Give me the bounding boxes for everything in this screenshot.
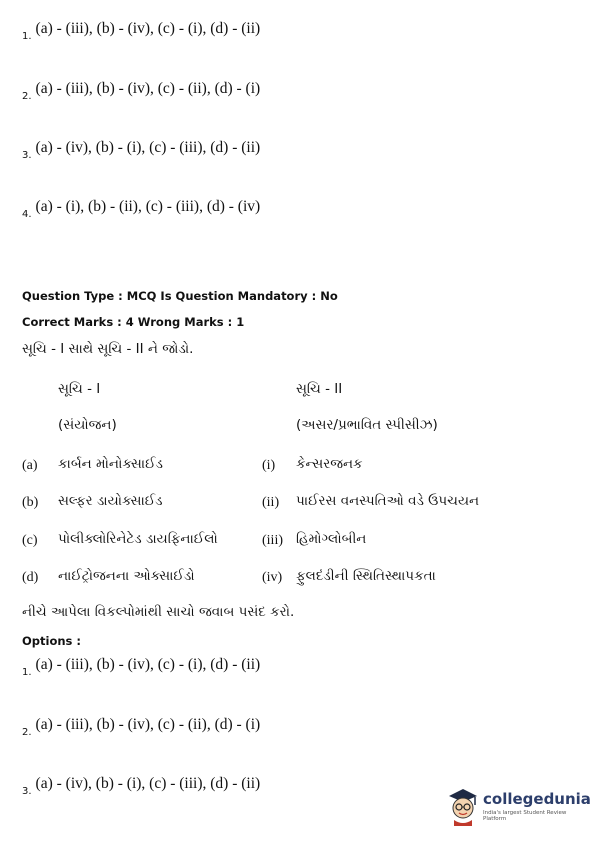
- row-right-text: પાઈરસ વનસ્પતિઓ વડે ઉપચયન: [296, 493, 480, 509]
- row-left-text: કાર્બન મોનોક્સાઈડ: [58, 456, 163, 472]
- row-left-text: નાઈટ્રોજનના ઓક્સાઈડો: [58, 568, 195, 584]
- option-number: 1.: [22, 31, 32, 42]
- option-text: (a) - (iii), (b) - (iv), (c) - (ii), (d) - (i): [35, 716, 261, 733]
- question-prompt: સૂચિ - I સાથે સૂચિ - II ને જોડો.: [22, 341, 194, 357]
- row-left-text: પોલીક્લોરિનેટેડ ડાયફિનાઈલો: [58, 531, 218, 547]
- row-left-text: સલ્ફર ડાયોક્સાઈડ: [58, 493, 163, 509]
- row-right-text: હિમોગ્લોબીન: [296, 531, 367, 547]
- row-label-left: (a): [22, 458, 38, 473]
- row-label-left: (d): [22, 570, 39, 585]
- marks-line: Correct Marks : 4 Wrong Marks : 1: [22, 315, 245, 329]
- option-number: 2.: [22, 727, 32, 738]
- option-number: 1.: [22, 667, 32, 678]
- option-text: (a) - (iii), (b) - (iv), (c) - (ii), (d) - (i): [35, 80, 261, 97]
- list1-subtitle: (સંયોજન): [58, 417, 117, 433]
- option-text: (a) - (iv), (b) - (i), (c) - (iii), (d) - (ii): [35, 139, 261, 156]
- row-label-right: (iii): [262, 533, 283, 548]
- option-number: 2.: [22, 91, 32, 102]
- question-type-line: Question Type : MCQ Is Question Mandatory : No: [22, 289, 338, 303]
- logo-tagline: India's largest Student Review Platform: [483, 810, 567, 822]
- row-right-text: કેન્સરજનક: [296, 456, 363, 472]
- options-label: Options :: [22, 634, 81, 648]
- option-text: (a) - (iii), (b) - (iv), (c) - (i), (d) - (ii): [35, 20, 261, 37]
- mascot-icon: [445, 786, 481, 826]
- row-label-right: (ii): [262, 495, 280, 510]
- answer-option-3[interactable]: [22, 773, 261, 797]
- list2-subtitle: (અસર/પ્રભાવિત સ્પીસીઝ): [296, 417, 438, 433]
- row-right-text: ફુલદંડીની સ્થિતિસ્થાપકતા: [296, 568, 436, 584]
- option-text: (a) - (iii), (b) - (iv), (c) - (i), (d) - (ii): [35, 656, 261, 673]
- row-label-left: (c): [22, 533, 38, 548]
- option-number: 4.: [22, 209, 32, 220]
- row-label-left: (b): [22, 495, 39, 510]
- option-1: [22, 18, 261, 42]
- option-text: (a) - (i), (b) - (ii), (c) - (iii), (d) - (iv): [35, 198, 261, 215]
- logo-brand-text: collegedunia: [483, 790, 591, 808]
- row-label-right: (iv): [262, 570, 283, 585]
- option-3: [22, 137, 261, 161]
- question-instruction: નીચે આપેલા વિકલ્પોમાંથી સાચો જવાબ પસંદ કરો.: [22, 604, 295, 620]
- answer-option-1[interactable]: [22, 654, 261, 678]
- list2-title: સૂચિ - II: [296, 381, 343, 397]
- option-4: [22, 196, 261, 220]
- option-2: [22, 78, 261, 102]
- option-number: 3.: [22, 786, 32, 797]
- row-label-right: (i): [262, 458, 276, 473]
- collegedunia-logo: [445, 786, 591, 826]
- answer-option-2[interactable]: [22, 714, 261, 738]
- list1-title: સૂચિ - I: [58, 381, 101, 397]
- option-number: 3.: [22, 150, 32, 161]
- option-text: (a) - (iv), (b) - (i), (c) - (iii), (d) - (ii): [35, 775, 261, 792]
